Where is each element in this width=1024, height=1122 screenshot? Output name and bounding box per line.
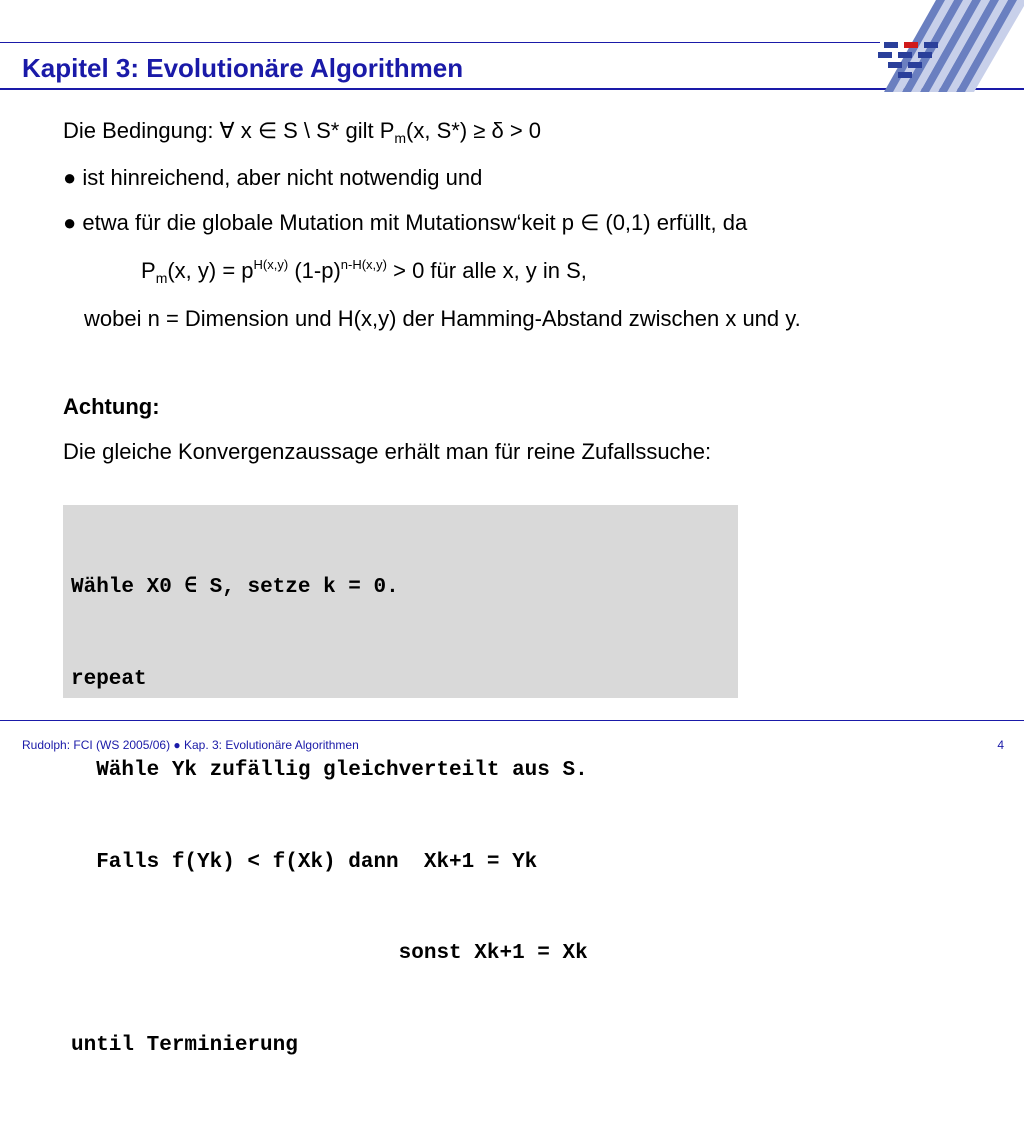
formula-exponent-1: H(x,y) xyxy=(253,257,289,272)
formula-part: (x, y) = p xyxy=(167,258,254,283)
code-line: Wähle Yk zufällig gleichverteilt aus S. xyxy=(71,759,588,782)
header-top-rule xyxy=(0,42,880,43)
page-number: 4 xyxy=(997,738,1004,752)
title-rule xyxy=(0,88,1024,90)
formula-part-3: > 0 für alle x, y in S, xyxy=(387,258,587,283)
bullet-sufficient: ● ist hinreichend, aber nicht notwendig und xyxy=(63,165,483,190)
whereby-line: wobei n = Dimension und H(x,y) der Hamming-Abstand zwischen x und y. xyxy=(84,306,801,331)
footer-rule xyxy=(0,720,1024,721)
page-title: Kapitel 3: Evolutionäre Algorithmen xyxy=(22,53,464,83)
formula-exponent-2: n-H(x,y) xyxy=(340,257,387,272)
university-stripes-logo-icon xyxy=(874,0,1024,92)
code-line: repeat xyxy=(71,667,147,691)
formula-subscript: m xyxy=(155,270,168,286)
condition-text: Die Bedingung: ∀ x ∈ S \ S* gilt P xyxy=(63,118,395,143)
formula-part-2: (1-p) xyxy=(288,258,341,283)
code-line: Falls f(Yk) < f(Xk) dann Xk+1 = Yk xyxy=(71,850,538,874)
code-line: Wähle X0 ∈ S, setze k = 0. xyxy=(71,576,399,599)
formula-p: P xyxy=(141,258,156,283)
bullet-global-mutation: ● etwa für die globale Mutation mit Mutationsw‘keit p ∈ (0,1) erfüllt, da xyxy=(63,210,748,235)
attention-heading: Achtung: xyxy=(63,394,160,419)
attention-text: Die gleiche Konvergenzaussage erhält man für reine Zufallssuche: xyxy=(63,439,712,464)
formula-line xyxy=(141,256,587,286)
condition-subscript: m xyxy=(394,130,407,146)
footer-text: Rudolph: FCI (WS 2005/06) ● Kap. 3: Evolutionäre Algorithmen xyxy=(22,738,359,752)
code-line: until Terminierung xyxy=(71,1033,298,1057)
condition-line xyxy=(63,116,541,146)
condition-text-end: (x, S*) ≥ δ > 0 xyxy=(406,118,542,143)
code-line: sonst Xk+1 = Xk xyxy=(71,942,588,965)
